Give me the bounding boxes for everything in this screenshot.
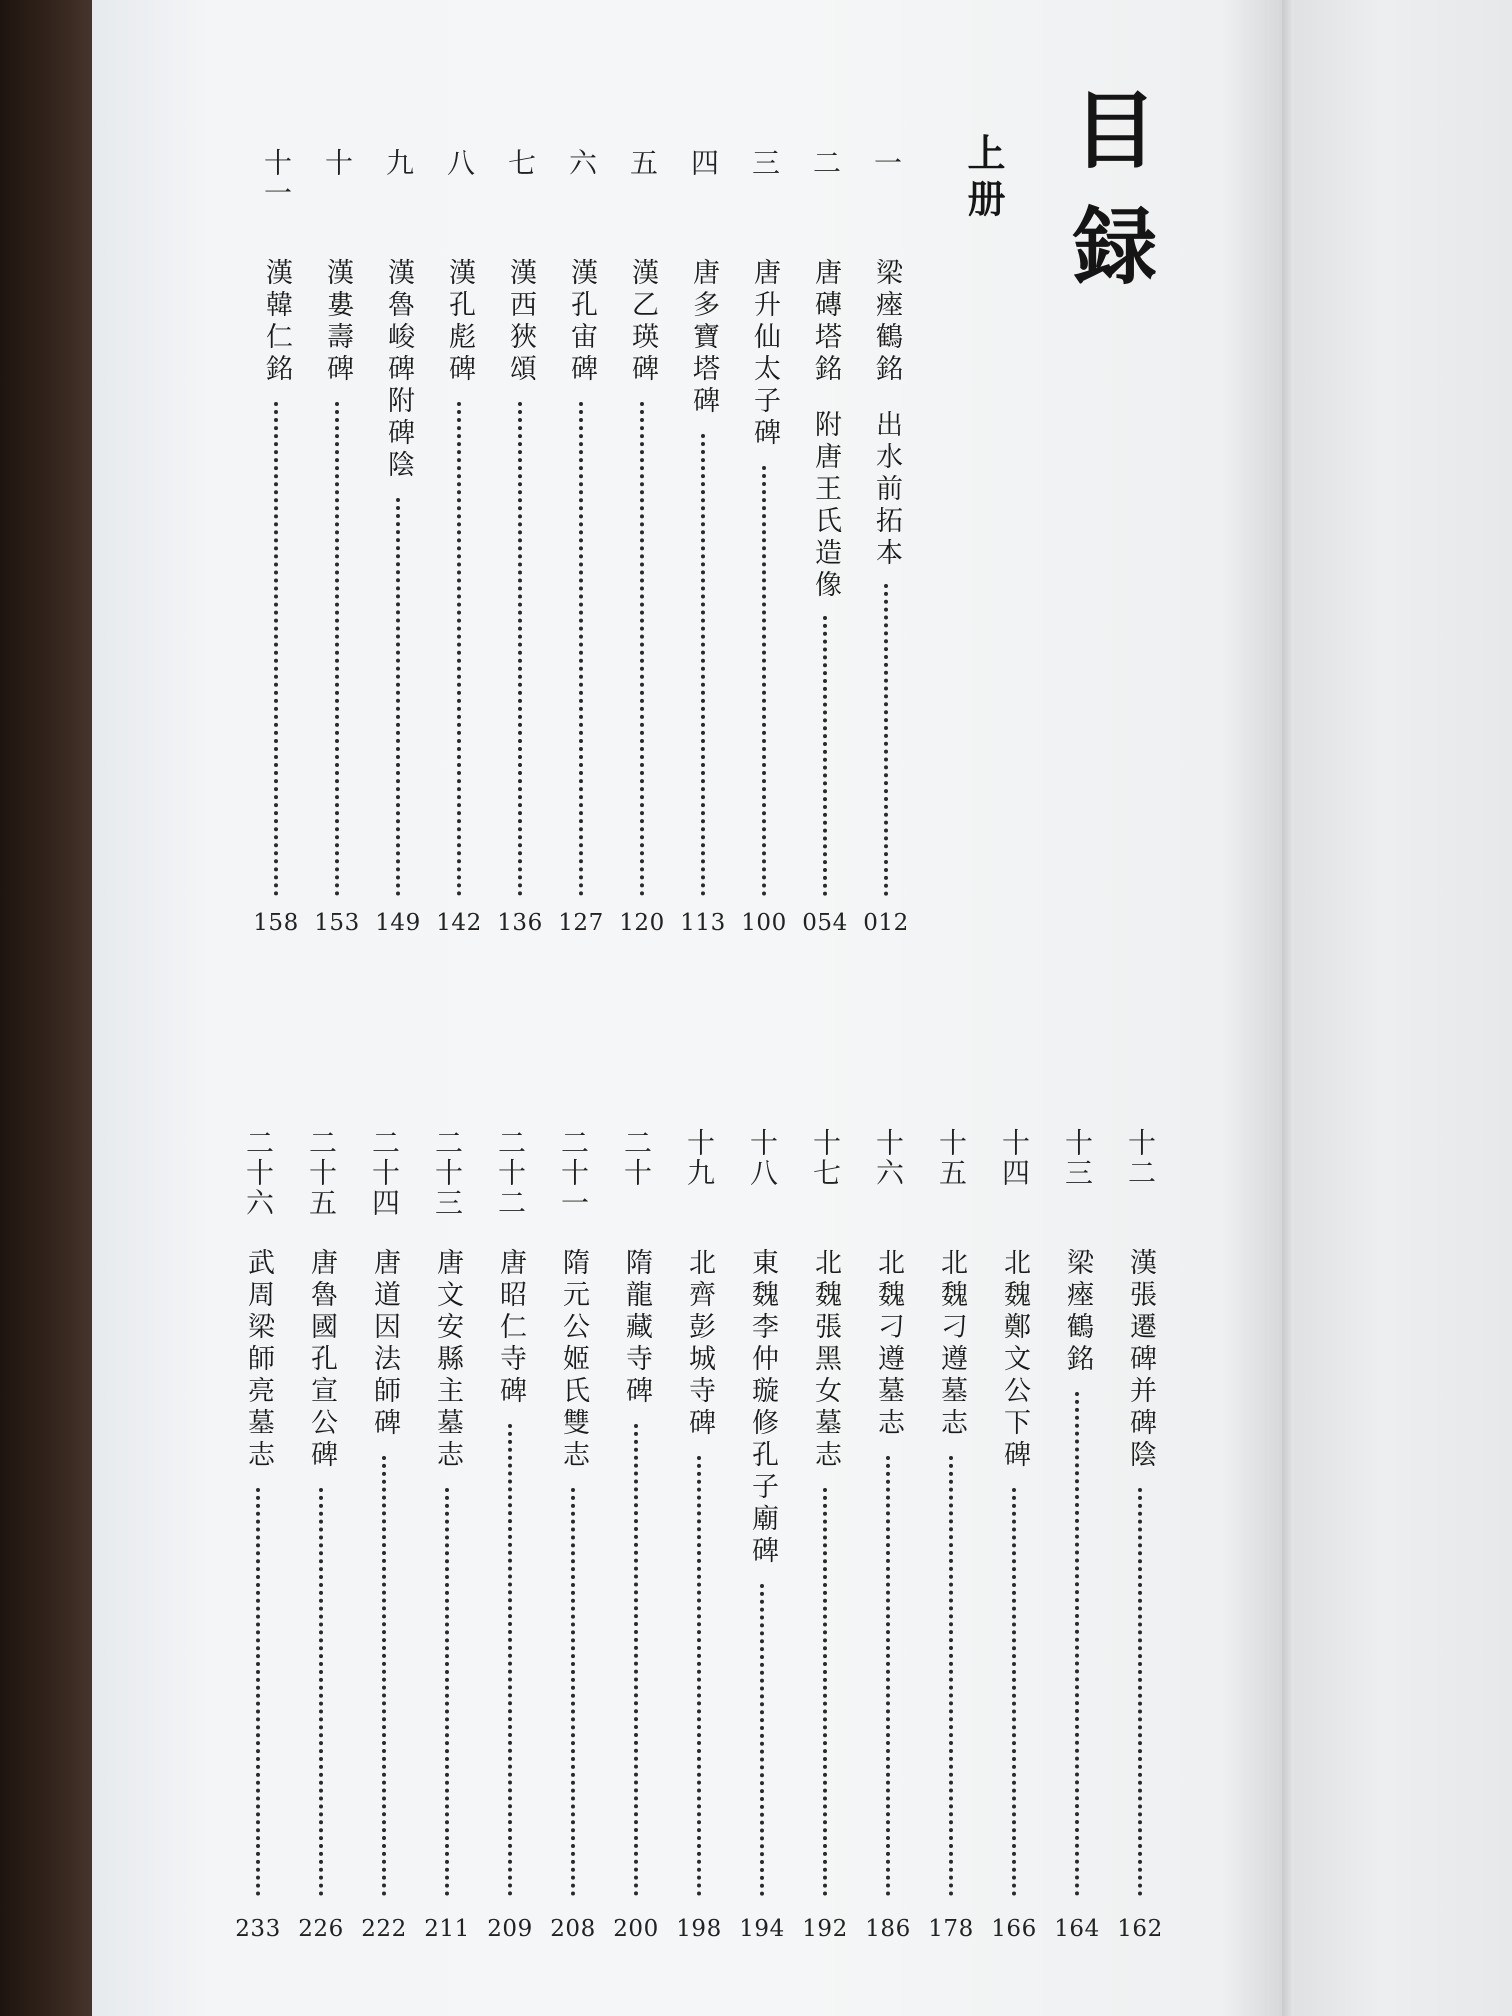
entry-title: 唐文安縣主墓志 <box>432 1248 463 1472</box>
entry-number: 十六 <box>872 1128 905 1188</box>
entry-title: 梁瘞鶴銘 <box>1062 1248 1093 1376</box>
toc-entry <box>619 148 665 948</box>
entry-title: 漢魯峻碑附碑陰 <box>383 258 414 482</box>
entry-title: 漢孔宙碑 <box>566 258 597 386</box>
toc-entry <box>863 148 909 948</box>
entry-number: 二十六 <box>242 1128 275 1218</box>
page-number: 192 <box>802 1916 848 1942</box>
leader-dots <box>396 498 400 896</box>
entry-title: 北齊彭城寺碑 <box>684 1248 715 1440</box>
leader-dots <box>949 1456 953 1896</box>
toc-entry <box>550 1128 596 1968</box>
toc-entry <box>558 148 604 948</box>
leader-dots <box>762 466 766 896</box>
toc-title-char-2: 録 <box>1073 197 1158 296</box>
toc-entry <box>1117 1128 1163 1968</box>
entry-number: 六 <box>565 148 598 178</box>
entry-number: 七 <box>504 148 537 178</box>
leader-dots <box>1138 1488 1142 1896</box>
entry-number: 十五 <box>935 1128 968 1188</box>
toc-entry <box>375 148 421 948</box>
entry-number: 八 <box>443 148 476 178</box>
toc-entry <box>676 1128 722 1968</box>
entry-number: 十七 <box>809 1128 842 1188</box>
page-number: 198 <box>676 1916 722 1942</box>
entry-number: 二十一 <box>557 1128 590 1218</box>
entry-title: 北魏刁遵墓志 <box>936 1248 967 1440</box>
toc-title-char-1: 目 <box>1073 81 1158 180</box>
page-number: 200 <box>613 1916 659 1942</box>
leader-dots <box>1075 1392 1079 1896</box>
entry-title: 漢張遷碑并碑陰 <box>1125 1248 1156 1472</box>
entry-number: 十二 <box>1124 1128 1157 1188</box>
entry-number: 二 <box>809 148 842 178</box>
page-number: 012 <box>863 910 909 936</box>
toc-entry <box>739 1128 785 1968</box>
toc-entry <box>497 148 543 948</box>
entry-title: 唐多寶塔碑 <box>688 258 719 418</box>
toc-entry <box>680 148 726 948</box>
entry-title: 唐磚塔銘 <box>810 258 841 386</box>
page-number: 208 <box>550 1916 596 1942</box>
entry-title: 北魏張黑女墓志 <box>810 1248 841 1472</box>
entry-number: 十九 <box>683 1128 716 1188</box>
page-number: 054 <box>802 910 848 936</box>
entry-title: 漢韓仁銘 <box>261 258 292 386</box>
page-number: 142 <box>436 910 482 936</box>
page-number: 194 <box>739 1916 785 1942</box>
entry-title: 梁瘞鶴銘 <box>871 258 902 386</box>
toc-entry <box>741 148 787 948</box>
toc-entry <box>235 1128 281 1968</box>
toc-entry <box>314 148 360 948</box>
page-number: 127 <box>558 910 604 936</box>
leader-dots <box>640 402 644 896</box>
page-number: 186 <box>865 1916 911 1942</box>
entry-note: 附唐王氏造像 <box>810 410 841 602</box>
page-number: 153 <box>314 910 360 936</box>
toc-entry <box>1054 1128 1100 1968</box>
toc-entry <box>253 148 299 948</box>
entry-number: 十 <box>321 148 354 178</box>
page-number: 178 <box>928 1916 974 1942</box>
entry-title: 唐升仙太子碑 <box>749 258 780 450</box>
leader-dots <box>1012 1488 1016 1896</box>
leader-dots <box>697 1456 701 1896</box>
toc-entry <box>487 1128 533 1968</box>
entry-title: 唐道因法師碑 <box>369 1248 400 1440</box>
page-number: 164 <box>1054 1916 1100 1942</box>
page-number: 233 <box>235 1916 281 1942</box>
page-number: 211 <box>424 1916 470 1942</box>
leader-dots <box>274 402 278 896</box>
leader-dots <box>571 1488 575 1896</box>
volume-label: 上册 <box>961 133 1006 225</box>
entry-number: 十一 <box>260 148 293 208</box>
page-number: 209 <box>487 1916 533 1942</box>
page-number: 100 <box>741 910 787 936</box>
leader-dots <box>634 1424 638 1896</box>
leader-dots <box>518 402 522 896</box>
leader-dots <box>760 1584 764 1896</box>
page-edge <box>1282 0 1294 2016</box>
leader-dots <box>884 584 888 896</box>
leader-dots <box>579 402 583 896</box>
leader-dots <box>256 1488 260 1896</box>
page-number: 226 <box>298 1916 344 1942</box>
entry-note: 出水前拓本 <box>871 410 902 570</box>
page-number: 222 <box>361 1916 407 1942</box>
entry-number: 四 <box>687 148 720 178</box>
leader-dots <box>823 616 827 896</box>
entry-title: 北魏刁遵墓志 <box>873 1248 904 1440</box>
page-number: 162 <box>1117 1916 1163 1942</box>
toc-entry <box>436 148 482 948</box>
toc-entry <box>928 1128 974 1968</box>
entry-number: 一 <box>870 148 903 178</box>
toc-entry <box>865 1128 911 1968</box>
page-number: 113 <box>680 910 726 936</box>
page-number: 149 <box>375 910 421 936</box>
entry-title: 北魏鄭文公下碑 <box>999 1248 1030 1472</box>
toc-entry <box>361 1128 407 1968</box>
toc-entry <box>802 148 848 948</box>
entry-number: 九 <box>382 148 415 178</box>
entry-number: 三 <box>748 148 781 178</box>
toc-entry <box>802 1128 848 1968</box>
leader-dots <box>508 1424 512 1896</box>
leader-dots <box>335 402 339 896</box>
page-number: 136 <box>497 910 543 936</box>
entry-number: 二十四 <box>368 1128 401 1218</box>
entry-number: 十八 <box>746 1128 779 1188</box>
entry-number: 十三 <box>1061 1128 1094 1188</box>
entry-title: 漢孔彪碑 <box>444 258 475 386</box>
leader-dots <box>445 1488 449 1896</box>
adjacent-page <box>1294 0 1512 2016</box>
leader-dots <box>457 402 461 896</box>
page-number: 120 <box>619 910 665 936</box>
entry-title: 漢西狹頌 <box>505 258 536 386</box>
toc-entry <box>298 1128 344 1968</box>
desk-background <box>0 0 100 2016</box>
entry-title: 唐昭仁寺碑 <box>495 1248 526 1408</box>
entry-number: 五 <box>626 148 659 178</box>
toc-entry <box>424 1128 470 1968</box>
page-number: 166 <box>991 1916 1037 1942</box>
leader-dots <box>382 1456 386 1896</box>
entry-title: 唐魯國孔宣公碑 <box>306 1248 337 1472</box>
entry-number: 二十二 <box>494 1128 527 1218</box>
leader-dots <box>823 1488 827 1896</box>
entry-title: 武周梁師亮墓志 <box>243 1248 274 1472</box>
entry-title: 東魏李仲璇修孔子廟碑 <box>747 1248 778 1568</box>
leader-dots <box>319 1488 323 1896</box>
entry-title: 漢乙瑛碑 <box>627 258 658 386</box>
toc-entry <box>991 1128 1037 1968</box>
entry-number: 十四 <box>998 1128 1031 1188</box>
toc-entry <box>613 1128 659 1968</box>
entry-title: 隋元公姬氏雙志 <box>558 1248 589 1472</box>
entry-number: 二十 <box>620 1128 653 1188</box>
entry-number: 二十五 <box>305 1128 338 1218</box>
leader-dots <box>701 434 705 896</box>
entry-title: 漢婁壽碑 <box>322 258 353 386</box>
page-number: 158 <box>253 910 299 936</box>
entry-title: 隋龍藏寺碑 <box>621 1248 652 1408</box>
leader-dots <box>886 1456 890 1896</box>
entry-number: 二十三 <box>431 1128 464 1218</box>
